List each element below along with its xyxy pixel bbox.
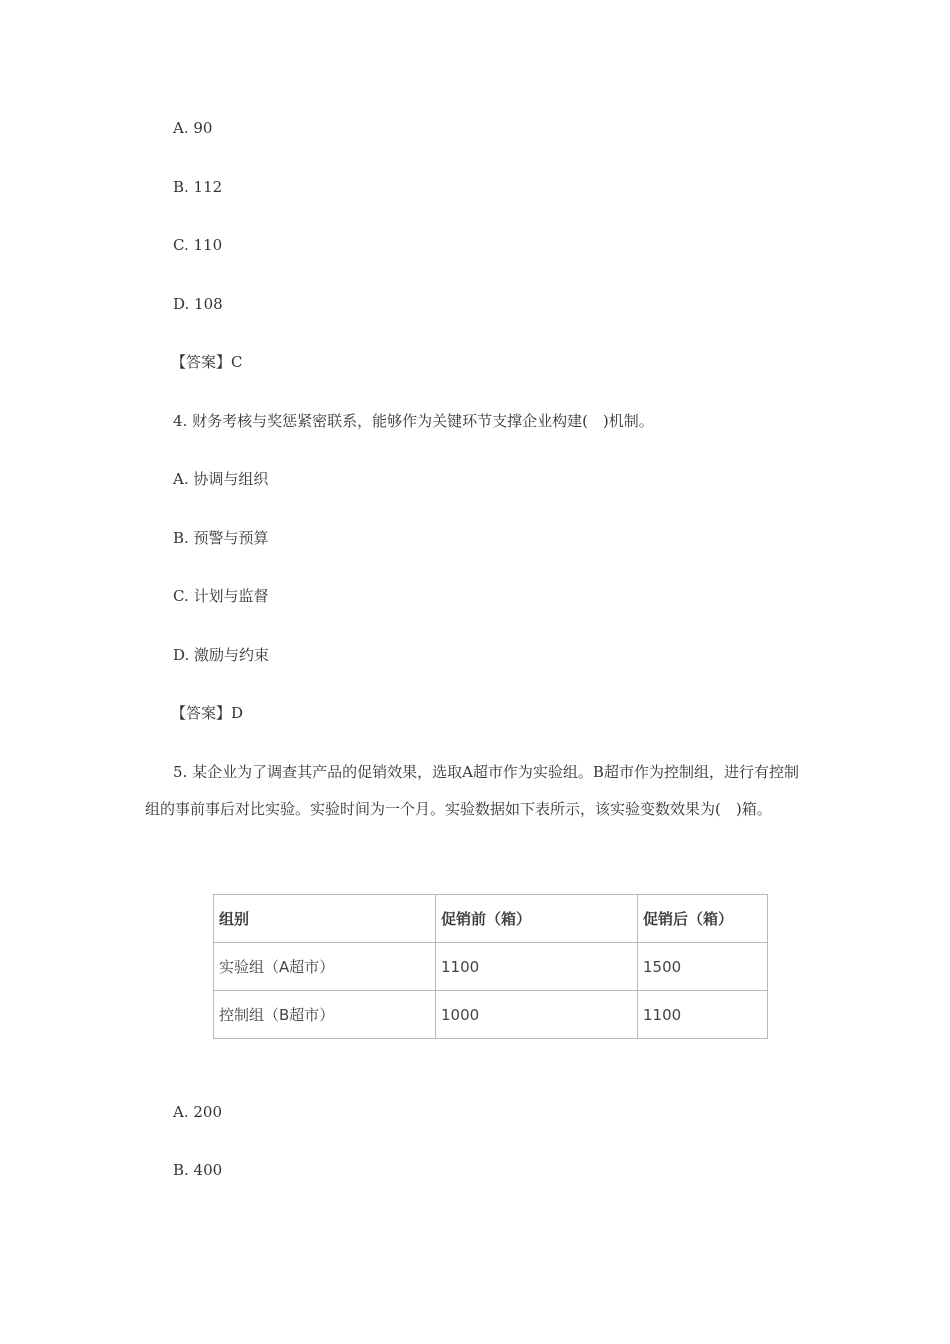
q3-option-b: B. 112 [173,178,223,196]
table-cell: 1100 [638,991,768,1039]
q4-option-a: A. 协调与组织 [173,470,269,488]
table-cell: 实验组（A超市） [214,943,436,991]
table-header-cell: 促销后（箱） [638,895,768,943]
q4-option-c: C. 计划与监督 [173,587,269,605]
q3-option-d: D. 108 [173,295,223,313]
q4-option-d: D. 激励与约束 [173,646,270,664]
q5-option-b: B. 400 [173,1161,223,1179]
table-cell: 1500 [638,943,768,991]
table-cell: 1000 [436,991,638,1039]
table-row [214,943,768,991]
table-header-cell: 促销前（箱） [436,895,638,943]
q3-answer: 【答案】C [171,353,243,371]
table-row [214,991,768,1039]
q5-stem: 5. 某企业为了调查其产品的促销效果，选取A超市作为实验组。B超市作为控制组，进行有控制组的事前事后对比实验。实验时间为一个月。实验数据如下表所示，该实验变数效果为( )箱。 [145,763,799,818]
q3-option-a: A. 90 [173,119,213,137]
q5-option-a: A. 200 [173,1103,222,1121]
q4-option-b: B. 预警与预算 [173,529,269,547]
experiment-table [213,894,768,1039]
q4-stem: 4. 财务考核与奖惩紧密联系，能够作为关键环节支撑企业构建( )机制。 [173,412,654,430]
table-header-row [214,895,768,943]
table-cell: 控制组（B超市） [214,991,436,1039]
table-header-cell: 组别 [214,895,436,943]
q3-option-c: C. 110 [173,236,223,254]
q4-answer: 【答案】D [171,704,244,722]
table-cell: 1100 [436,943,638,991]
